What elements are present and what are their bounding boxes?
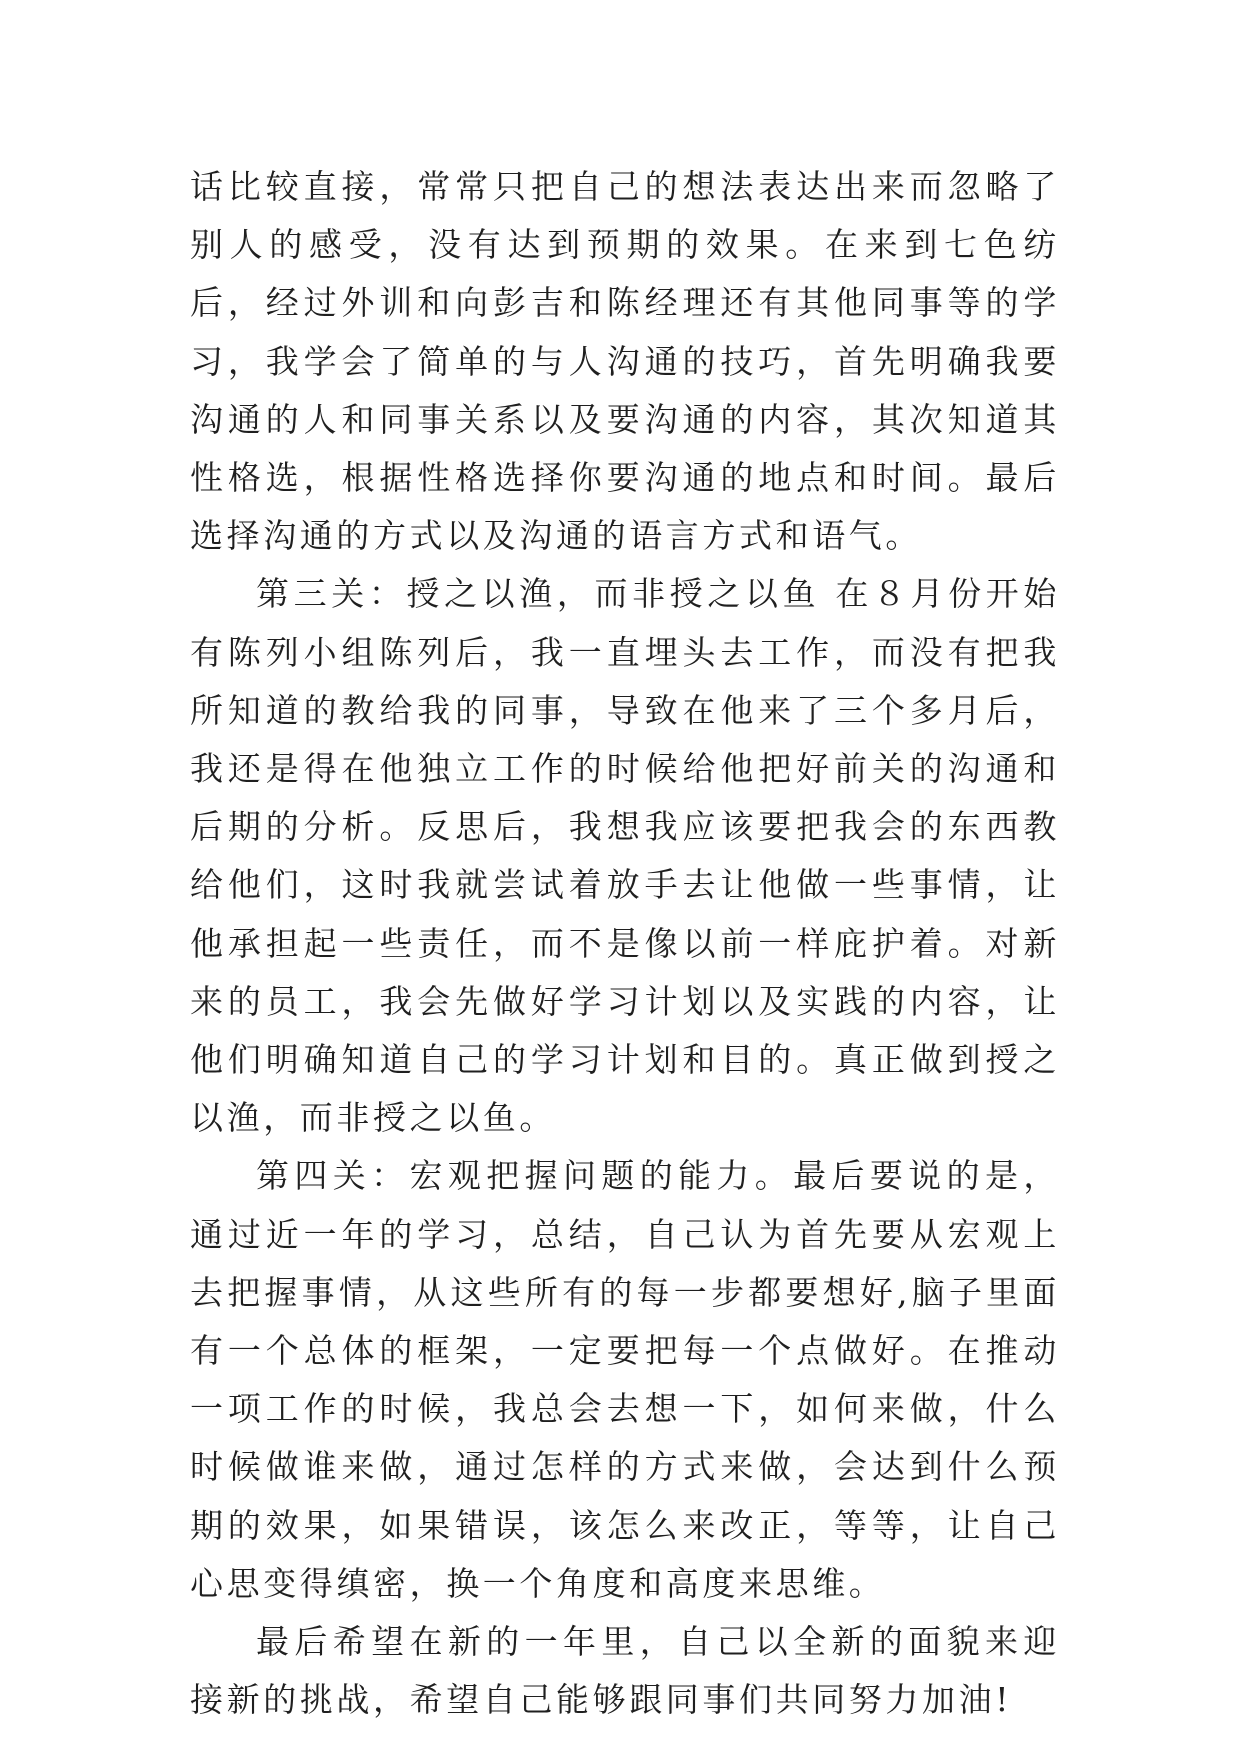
document-body xyxy=(190,158,1060,1729)
paragraph-communication: 话比较直接，常常只把自己的想法表达出来而忽略了别人的感受，没有达到预期的效果。在来到七色纺后，经过外训和向彭吉和陈经理还有其他同事等的学习，我学会了简单的与人沟通的技巧，首先明确我要沟通的人和同事关系以及要沟通的内容，其次知道其性格选，根据性格选择你要沟通的地点和时间。最后选择沟通的方式以及沟通的语言方式和语气。 xyxy=(190,167,1060,556)
paragraph-third-level: 第三关：授之以渔，而非授之以鱼 在８月份开始有陈列小组陈列后，我一直埋头去工作，而没有把我所知道的教给我的同事，导致在他来了三个多月后，我还是得在他独立工作的时候给他把好前关的沟通和后期的分析。反思后，我想我应该要把我会的东西教给他们，这时我就尝试着放手去让他做一些事情，让他承担起一些责任，而不是像以前一样庇护着。对新来的员工，我会先做好学习计划以及实践的内容，让他们明确知道自己的学习计划和目的。真正做到授之以渔，而非授之以鱼。 xyxy=(190,574,1060,1138)
paragraph-closing: 最后希望在新的一年里，自己以全新的面貌来迎接新的挑战，希望自己能够跟同事们共同努力加油! xyxy=(190,1622,1060,1720)
paragraph-fourth-level: 第四关：宏观把握问题的能力。最后要说的是，通过近一年的学习，总结，自己认为首先要从宏观上去把握事情，从这些所有的每一步都要想好,脑子里面有一个总体的框架，一定要把每一个点做好。在推动一项工作的时候，我总会去想一下，如何来做，什么时候做谁来做，通过怎样的方式来做，会达到什么预期的效果，如果错误，该怎么来改正，等等，让自己心思变得缜密，换一个角度和高度来思维。 xyxy=(190,1156,1060,1603)
